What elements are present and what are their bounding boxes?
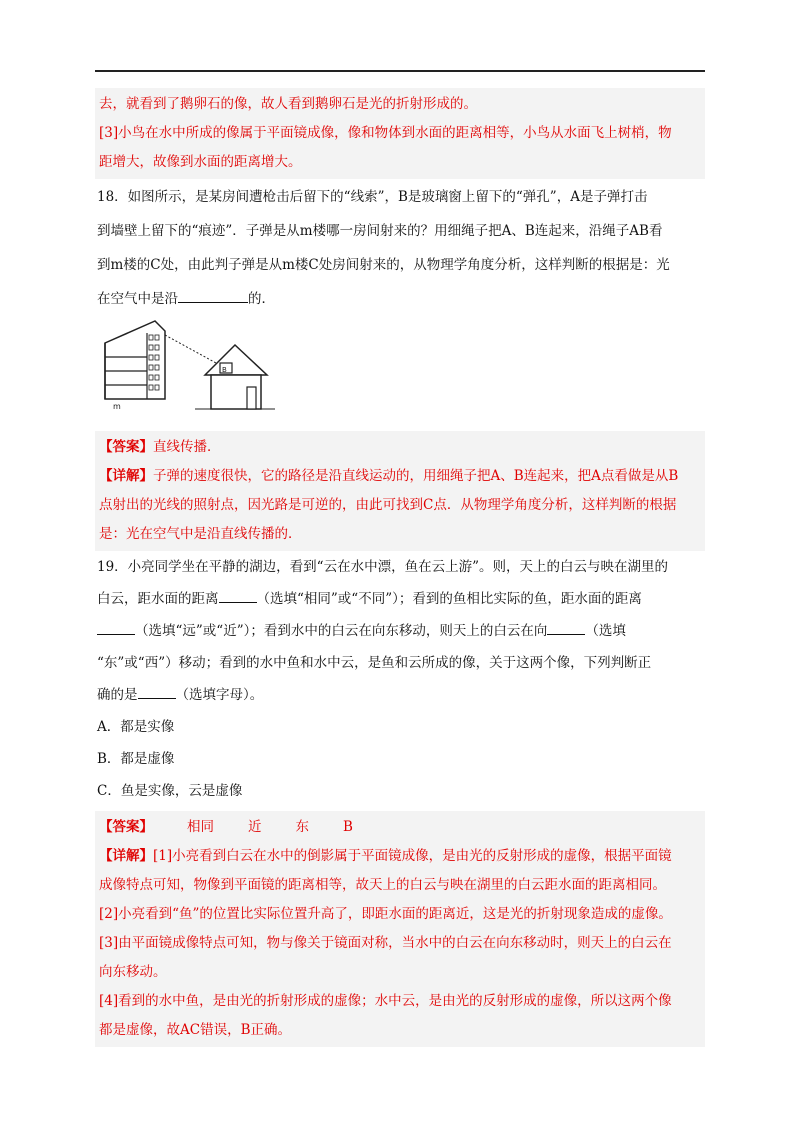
text-line: 向东移动。: [99, 964, 167, 980]
question-19: [95, 553, 705, 709]
previous-answer-box: [95, 88, 705, 179]
option-a: A．都是实像: [97, 719, 175, 735]
text-line: [99, 433, 701, 462]
option-b: B．都是虚像: [97, 751, 175, 767]
building-label: m: [113, 402, 121, 411]
text-line: [97, 585, 703, 613]
detail-tag: 【详解】: [99, 468, 153, 484]
header-rule: [95, 70, 705, 72]
answer-1: 相同: [187, 819, 214, 835]
text-line: 距增大，故像到水面的距离增大。: [99, 154, 302, 170]
text-line: [97, 681, 703, 709]
figure-building-house: [95, 313, 705, 425]
answer-2: 近: [248, 819, 262, 835]
building-house-diagram: [95, 313, 295, 423]
text-line: “东”或“西”）移动；看到的水中鱼和水中云，是鱼和云所成的像，关于这两个像，下列判断正: [97, 655, 652, 671]
text-line: 到m楼的C处，由此判子弹是从m楼C处房间射来的，从物理学角度分析，这样判断的根据是：光: [97, 257, 670, 273]
answer-box-18: [95, 431, 705, 551]
detail-text: 子弹的速度很快，它的路径是沿直线运动的，用细绳子把A、B连起来，把A点看做是从B: [153, 468, 679, 484]
text-line: 是：光在空气中是沿直线传播的．: [99, 526, 302, 542]
answer-tag: 【答案】: [99, 819, 153, 835]
answer-blank: [219, 588, 257, 603]
window-label: B: [222, 366, 227, 374]
text-line: [97, 617, 703, 645]
answer-blank: [547, 620, 585, 635]
text-line: [2]小亮看到“鱼”的位置比实际位置升高了，即距水面的距离近，这是光的折射现象造成的虚像。: [99, 906, 672, 922]
text-line: 都是虚像，故AC错误，B正确。: [99, 1022, 291, 1038]
text-line: 18．如图所示，是某房间遭枪击后留下的“线索”，B是玻璃窗上留下的“弹孔”，A是子弹打击: [97, 189, 648, 205]
text-line: [99, 462, 701, 491]
page-content: [95, 88, 705, 1047]
text-segment: 的．: [248, 291, 275, 307]
text-segment: 白云，距水面的距离: [97, 591, 219, 607]
detail-tag: 【详解】: [99, 848, 153, 864]
text-line: [3]由平面镜成像特点可知，物与像关于镜面对称，当水中的白云在向东移动时，则天上的白云在: [99, 935, 672, 951]
answer-box-19: [95, 811, 705, 1047]
text-segment: （选填“远”或“近”）；看到水中的白云在向东移动，则天上的白云在向: [135, 623, 548, 639]
text-segment: （选填: [585, 623, 626, 639]
text-segment: （选填字母）。: [175, 687, 264, 703]
question-18: [95, 183, 705, 313]
text-line: [4]看到的水中鱼，是由光的折射形成的虚像；水中云，是由光的反射形成的虚像，所以这两个像: [99, 993, 672, 1009]
answer-blank: [178, 288, 248, 303]
detail-text: [1]小亮看到白云在水中的倒影属于平面镜成像，是由光的反射形成的虚像，根据平面镜: [153, 848, 672, 864]
answer-blank: [97, 620, 135, 635]
text-line: [97, 285, 703, 313]
text-line: [3]小鸟在水中所成的像属于平面镜成像，像和物体到水面的距离相等，小鸟从水面飞上树梢，物: [99, 125, 672, 141]
answer-text: 直线传播．: [153, 439, 221, 455]
text-line: [99, 813, 701, 842]
option-c: C．鱼是实像，云是虚像: [97, 783, 243, 799]
text-line: 19．小亮同学坐在平静的湖边，看到“云在水中漂，鱼在云上游”。则，天上的白云与映在湖里的: [97, 559, 668, 575]
answer-blank: [138, 684, 176, 699]
answer-4: B: [343, 819, 353, 835]
text-line: 到墙壁上留下的“痕迹”．子弹是从m楼哪一房间射来的？用细绳子把A、B连起来，沿绳子AB看: [97, 223, 663, 239]
text-line: 成像特点可知，物像到平面镜的距离相等，故天上的白云与映在湖里的白云距水面的距离相同。: [99, 877, 666, 893]
text-segment: 确的是: [97, 687, 138, 703]
answer-tag: 【答案】: [99, 439, 153, 455]
text-line: 去，就看到了鹅卵石的像，故人看到鹅卵石是光的折射形成的。: [99, 96, 477, 112]
text-segment: （选填“相同”或“不同”）；看到的鱼相比实际的鱼，距水面的距离: [256, 591, 642, 607]
answer-3: 东: [295, 819, 309, 835]
text-segment: 在空气中是沿: [97, 291, 178, 307]
text-line: 点射出的光线的照射点，因光路是可逆的，由此可找到C点．从物理学角度分析，这样判断的根据: [99, 497, 677, 513]
text-line: [99, 842, 701, 871]
